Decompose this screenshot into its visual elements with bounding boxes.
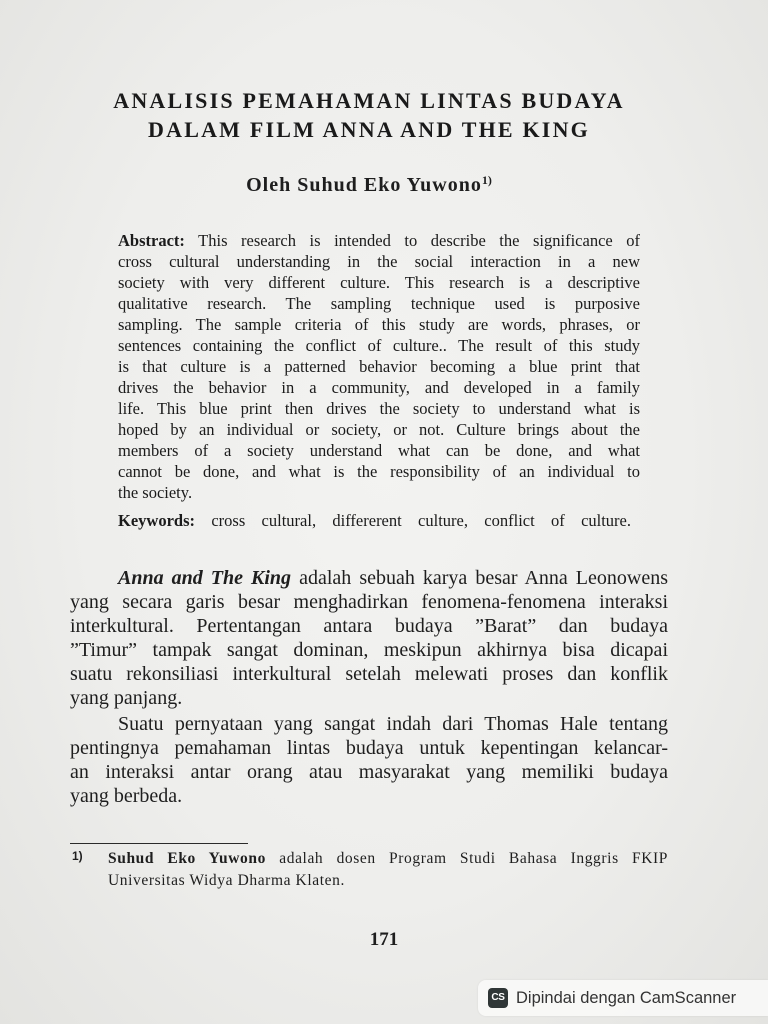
abstract-line: sentences containing the conflict of culture.. The result of this study bbox=[118, 336, 640, 355]
footnote bbox=[108, 848, 668, 892]
page-number: 171 bbox=[369, 929, 399, 950]
title-line-2: DALAM FILM ANNA AND THE KING bbox=[148, 117, 590, 142]
author-footnote-mark: 1) bbox=[481, 173, 492, 187]
body-paragraph-2 bbox=[70, 712, 668, 808]
body-line: yang panjang. bbox=[70, 687, 183, 709]
abstract bbox=[118, 230, 640, 503]
abstract-line: hoped by an individual or society, or not. Culture brings about the bbox=[118, 420, 640, 439]
footnote-author-name: Suhud Eko Yuwono bbox=[108, 850, 266, 867]
keywords bbox=[118, 510, 631, 531]
abstract-line: drives the behavior in a community, and developed in a family bbox=[118, 378, 640, 397]
title-line-1: ANALISIS PEMAHAMAN LINTAS BUDAYA bbox=[113, 88, 625, 113]
camscanner-logo-icon: CS bbox=[488, 988, 508, 1008]
abstract-line: is that culture is a patterned behavior becoming a blue print that bbox=[118, 357, 640, 376]
abstract-line: qualitative research. The sampling technique used is purposive bbox=[118, 294, 640, 313]
body-line-text: adalah sebuah karya besar Anna Leonowens bbox=[299, 567, 669, 589]
abstract-line: society with very different culture. This research is a descriptive bbox=[118, 273, 640, 292]
footnote-line bbox=[108, 848, 668, 870]
abstract-line-text: This research is intended to describe the significance of bbox=[198, 231, 641, 250]
abstract-line: cannot be done, and what is the responsibility of an individual to bbox=[118, 462, 640, 481]
footnote-divider bbox=[70, 843, 248, 844]
body-line: an interaksi antar orang atau masyarakat yang memiliki budaya bbox=[70, 761, 668, 783]
film-title: Anna and The King bbox=[118, 567, 292, 589]
camscanner-watermark bbox=[478, 980, 768, 1016]
watermark-text: Dipindai dengan CamScanner bbox=[516, 989, 737, 1007]
body-line: pentingnya pemahaman lintas budaya untuk kepentingan kelancar- bbox=[70, 737, 668, 759]
abstract-line: sampling. The sample criteria of this study are words, phrases, or bbox=[118, 315, 640, 334]
author-name: Oleh Suhud Eko Yuwono bbox=[246, 174, 482, 196]
author-byline bbox=[70, 172, 668, 198]
abstract-line: the society. bbox=[118, 483, 193, 502]
body-line: ”Timur” tampak sangat dominan, meskipun akhirnya bisa dicapai bbox=[70, 639, 668, 661]
footnote-mark: 1) bbox=[72, 849, 83, 863]
abstract-line: cross cultural understanding in the social interaction in a new bbox=[118, 252, 640, 271]
footnote-line: Universitas Widya Dharma Klaten. bbox=[108, 872, 345, 889]
abstract-line: life. This blue print then drives the society to understand what is bbox=[118, 399, 640, 418]
body-line bbox=[70, 566, 668, 590]
abstract-line bbox=[118, 230, 640, 251]
body-paragraph-1 bbox=[70, 566, 668, 710]
abstract-label: Abstract: bbox=[118, 231, 185, 250]
body-line: yang secara garis besar menghadirkan fenomena-fenomena interaksi bbox=[70, 591, 668, 613]
body-line: suatu rekonsiliasi interkultural setelah melewati proses dan konflik bbox=[70, 663, 668, 685]
body-line: yang berbeda. bbox=[70, 785, 183, 807]
abstract-line: members of a society understand what can be done, and what bbox=[118, 441, 640, 460]
article-title bbox=[70, 86, 668, 144]
footnote-line-text: adalah dosen Program Studi Bahasa Inggris FKIP bbox=[279, 850, 668, 867]
keywords-label: Keywords: bbox=[118, 511, 195, 530]
keywords-text: cross cultural, differerent culture, conflict of culture. bbox=[211, 511, 632, 530]
body-line: Suatu pernyataan yang sangat indah dari Thomas Hale tentang bbox=[118, 713, 668, 735]
body-line: interkultural. Pertentangan antara budaya ”Barat” dan budaya bbox=[70, 615, 668, 637]
